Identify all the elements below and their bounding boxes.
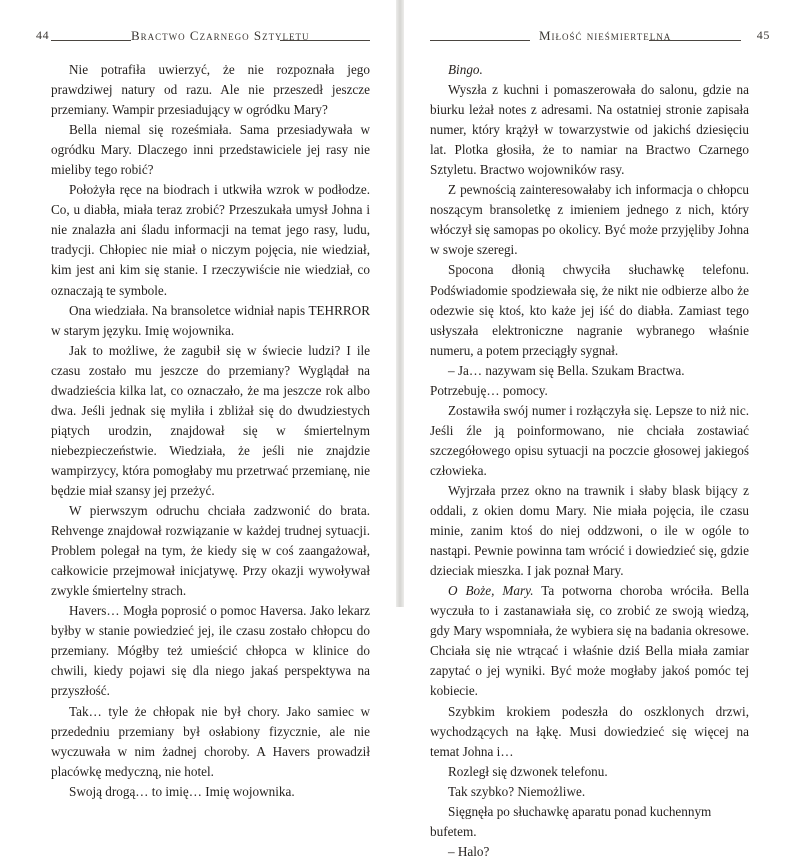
paragraph: Swoją drogą… to imię… Imię wojownika. xyxy=(69,783,295,799)
header-rule xyxy=(51,40,131,41)
paragraph: Wyjrzała przez okno na trawnik i słaby blask bijący z oddali, z okien domu Mary. Nie miała pojęcia, ile czasu minie, zanim ktoś do niej oddzwoni, o ile w ogóle to nastąpi. Pewnie powinna tam wrócić i dowiedzieć się, gdzie dzieciak mieszka. I jak poznał Mary. xyxy=(430,482,749,579)
paragraph: Bingo. xyxy=(448,62,483,77)
header-rule xyxy=(280,40,370,41)
paragraph: W pierwszym odruchu chciała zadzwonić do brata. Rehvenge znajdował rozwiązanie w każdej trudnej sytuacji. Problem polegał na tym, że kiedy się w coś zaangażował, całkowicie przejmował inicjatywę. Przy okazji wywoływał zwykle śmiertelny strach. xyxy=(51,503,370,599)
book-gutter xyxy=(396,0,404,607)
paragraph: Tak szybko? Niemożliwe. xyxy=(448,783,586,799)
paragraph-text: Ta potworna choroba wróciła. Bella wyczuła to i zastanawiała się, co zrobić ze swoją wiedzą, gdy Mary wspomniała, że wybiera się na badania okresowe. Chciała się nie wtrącać i właśnie dziś Bella miała zamiar zapytać o jej wyniki. Być może mogłaby jakoś pomóc tej kobiecie. xyxy=(430,583,750,699)
left-page xyxy=(0,0,396,799)
paragraph: Tak… tyle że chłopak nie był chory. Jako samiec w przededniu przemiany był osłabiony fizycznie, ale nie wyczuwała w nim żadnej choroby. A Havers prowadził placówkę medyczną, nie hotel. xyxy=(51,703,370,779)
body-text xyxy=(430,60,749,862)
paragraph: Havers… Mogła poprosić o pomoc Haversa. Jako lekarz byłby w stanie powiedzieć jej, ile czasu zostało chłopcu do przemiany. Mógłby też umieścić chłopca w klinice do chwili, kiedy pojawi się dla niego jakaś perspektywa na przyszłość. xyxy=(51,603,370,699)
paragraph: Zostawiła swój numer i rozłączyła się. Lepsze to niż nic. Jeśli źle ją poinformowano, nie chciała zostawiać szczegółowego opisu sytuacji na poczcie głosowej jakiegoś człowieka. xyxy=(430,402,749,478)
left-page-header xyxy=(36,28,372,44)
paragraph: Sięgnęła po słuchawkę aparatu ponad kuchennym bufetem. xyxy=(430,803,712,839)
running-head: Miłość nieśmiertelna xyxy=(539,28,672,43)
running-head: Bractwo Czarnego Sztyletu xyxy=(131,28,310,43)
paragraph: Wyszła z kuchni i pomaszerowała do salonu, gdzie na biurku leżał notes z adresami. Na ostatniej stronie zapisała numer, który krążył w towarzystwie od jakichś dziesięciu lat. Plotka głosiła, że to namiar na Bractwo Czarnego Sztyletu. Bractwo wojowników rasy. xyxy=(430,82,749,178)
italic-lead: O Boże, Mary. xyxy=(448,583,534,599)
page-number: 44 xyxy=(36,28,50,42)
paragraph: Z pewnością zainteresowałaby ich informacja o chłopcu noszącym bransoletkę z imieniem jednego z nich, który włóczył się samopas po okolicy. Być może przyjęliby Johna w swoje szeregi. xyxy=(430,182,749,258)
page-number: 45 xyxy=(756,28,770,42)
paragraph: Szybkim krokiem podeszła do oszklonych drzwi, wychodzących na łąkę. Musi dowiedzieć się więcej na temat Johna i… xyxy=(430,703,749,759)
paragraph: Rozległ się dzwonek telefonu. xyxy=(448,763,608,779)
paragraph xyxy=(430,581,749,701)
paragraph: Położyła ręce na biodrach i utkwiła wzrok w podłodze. Co, u diabła, miała teraz zrobić? Przeszukała umysł Johna i nie znalazła ani śladu informacji na temat jego rasy, ludu, tradycji. Chłopiec nie miał o niczym pojęcia, nie wiedział, kim jest ani kim się stanie. I rzeczywiście nie wiedział, co oznaczają te symbole. xyxy=(51,182,370,298)
right-page xyxy=(404,0,800,859)
paragraph: Nie potrafiła uwierzyć, że nie rozpoznała jego prawdziwej natury od razu. Ale nie przeszedł jeszcze przemiany. Wampir przesiadujący w ogródku Mary? xyxy=(51,62,370,118)
header-rule xyxy=(649,40,741,41)
right-page-header xyxy=(440,28,770,44)
paragraph: – Ja… nazywam się Bella. Szukam Bractwa. Potrzebuję… pomocy. xyxy=(430,362,685,398)
header-rule xyxy=(430,40,530,41)
paragraph: Bella niemal się roześmiała. Sama przesiadywała w ogródku Mary. Dlaczego inni przedstawiciele jej rasy nie mieliby tego robić? xyxy=(51,122,370,178)
paragraph: Ona wiedziała. Na bransoletce widniał napis TEHRROR w starym języku. Imię wojownika. xyxy=(51,302,370,338)
paragraph: Spocona dłonią chwyciła słuchawkę telefonu. Podświadomie spodziewała się, że nikt nie odbierze albo że odezwie się ktoś, kto każe jej iść do diabła. Zamiast tego usłyszała elektroniczne nagranie wybranego właśnie numeru, a potem przeciągły sygnał. xyxy=(430,262,749,358)
body-text xyxy=(51,60,370,802)
paragraph: Jak to możliwe, że zagubił się w świecie ludzi? I ile czasu zostało mu jeszcze do przemiany? Wyglądał na dwadzieścia kilka lat, co oznaczało, że ma jeszcze rok albo dwa. Jeśli jednak się myliła i zbliżał się do dwudziestych piątych urodzin, znajdował się w śmiertelnym niebezpieczeństwie. Wiedziała, że jeśli nie znajdzie wampirzycy, która pomogłaby mu przetrwać przemianę, nie będzie miał szansy jej przeżyć. xyxy=(51,342,370,498)
paragraph: – Halo? xyxy=(448,843,490,859)
